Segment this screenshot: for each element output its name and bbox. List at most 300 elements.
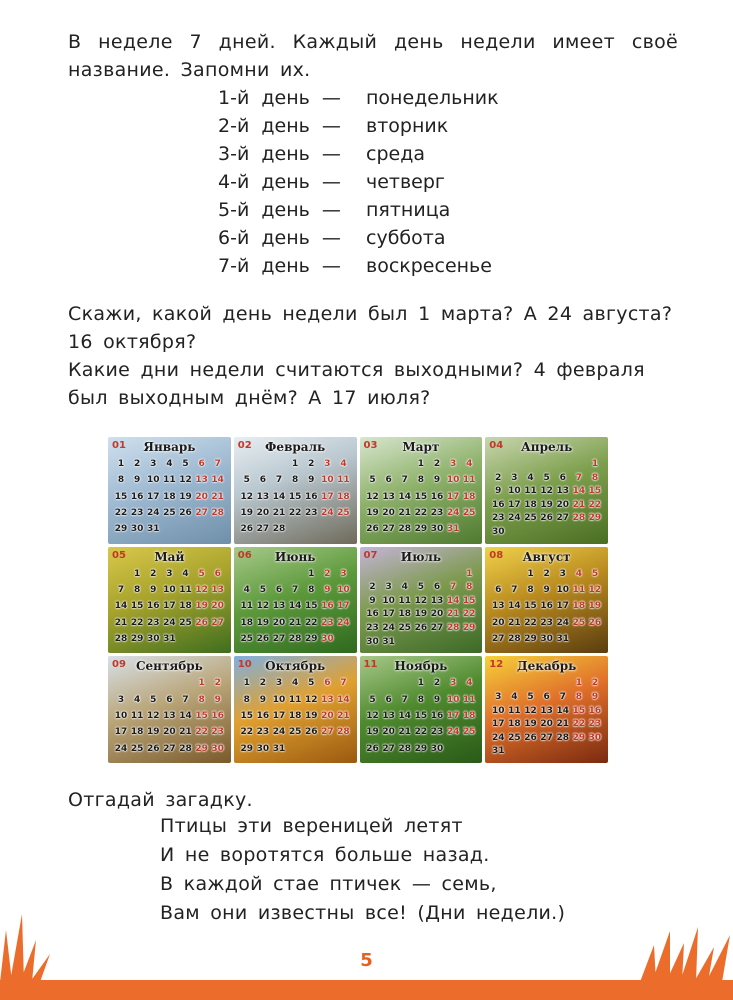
calendar-day: 20	[321, 710, 334, 721]
calendar-day: 22	[462, 609, 476, 620]
calendar-day: 14	[572, 486, 586, 497]
calendar-day: 19	[195, 601, 208, 612]
calendar-day: 2	[150, 568, 157, 579]
month-name: Ноябрь	[394, 659, 448, 674]
calendar-day: 20	[195, 491, 208, 502]
calendar-day: 23	[492, 513, 505, 524]
calendar-day: 11	[130, 710, 144, 721]
month-name: Декабрь	[516, 659, 577, 674]
weekday-name: среда	[366, 143, 425, 165]
month-days	[113, 569, 226, 651]
calendar-day: 18	[524, 499, 537, 510]
calendar-day: 15	[414, 491, 428, 502]
calendar-day: 9	[591, 691, 599, 702]
calendar-day: 28	[272, 524, 286, 535]
calendar-day: 5	[591, 568, 599, 579]
month-number: 07	[363, 549, 378, 561]
weekday-row	[218, 196, 499, 224]
calendar-day: 23	[540, 617, 553, 628]
calendar-day: 16	[430, 710, 444, 721]
calendar-day: 9	[369, 595, 376, 606]
weekday-ordinal: 1-й день —	[218, 87, 341, 109]
weekday-row	[218, 252, 499, 280]
weekday-ordinal: 4-й день —	[218, 171, 341, 193]
month-calendar	[485, 437, 608, 544]
calendar-day: 24	[382, 623, 395, 634]
calendar-day: 21	[446, 609, 460, 620]
calendar-day: 3	[449, 678, 457, 689]
calendar-day: 26	[146, 743, 160, 754]
weekday-row	[218, 84, 499, 112]
calendar-day: 13	[272, 601, 286, 612]
calendar-day: 30	[492, 527, 505, 538]
calendar-day: 3	[559, 568, 566, 579]
month-calendar	[360, 547, 483, 654]
calendar-day: 28	[179, 743, 192, 754]
calendar-day: 11	[163, 475, 176, 486]
calendar-day: 10	[446, 475, 460, 486]
calendar-day: 17	[382, 609, 395, 620]
calendar-day: 25	[572, 617, 586, 628]
calendar-day: 16	[430, 491, 444, 502]
riddle-line: Вам они известны все! (Дни недели.)	[160, 902, 566, 924]
calendar-day: 30	[211, 743, 224, 754]
calendar-day: 15	[524, 601, 537, 612]
calendar-day: 21	[398, 507, 412, 518]
calendar-day: 21	[572, 499, 586, 510]
calendar-day: 21	[508, 617, 521, 628]
calendar-day: 11	[572, 584, 586, 595]
calendar-day: 21	[211, 491, 224, 502]
calendar-day: 18	[163, 491, 176, 502]
calendar-day: 29	[588, 513, 602, 524]
calendar-day: 8	[308, 584, 315, 595]
calendar-day: 6	[214, 568, 221, 579]
calendar-day: 13	[211, 584, 224, 595]
calendar-day: 26	[414, 623, 428, 634]
calendar-day: 4	[401, 582, 408, 593]
calendar-day: 2	[591, 678, 599, 689]
calendar-day: 14	[508, 601, 521, 612]
calendar-day: 27	[195, 507, 208, 518]
calendar-day: 11	[240, 601, 254, 612]
calendar-day: 22	[572, 719, 586, 730]
calendar-day: 13	[256, 491, 270, 502]
calendar-day: 25	[130, 743, 144, 754]
calendar-day: 2	[259, 678, 267, 689]
calendar-day: 31	[146, 524, 160, 535]
calendar-day: 7	[511, 584, 518, 595]
calendar-day: 17	[492, 719, 505, 730]
calendar-day: 12	[179, 475, 192, 486]
calendar-day: 23	[130, 507, 144, 518]
calendar-day: 28	[556, 732, 569, 743]
month-days	[490, 459, 603, 541]
calendar-day: 10	[114, 710, 128, 721]
calendar-day: 16	[540, 601, 553, 612]
calendar-day: 4	[340, 459, 347, 469]
calendar-day: 16	[492, 499, 505, 510]
calendar-day: 27	[256, 524, 270, 535]
calendar-day: 1	[291, 459, 299, 469]
calendar-day: 12	[195, 584, 208, 595]
calendar-day: 24	[492, 732, 505, 743]
month-days	[365, 459, 478, 541]
calendar-day: 26	[588, 617, 602, 628]
month-days	[239, 678, 352, 760]
calendar-day: 5	[369, 694, 376, 705]
month-number: 02	[237, 440, 252, 451]
month-number: 01	[112, 440, 126, 451]
month-calendar	[108, 547, 231, 654]
calendar-day: 6	[259, 475, 267, 486]
calendar-day: 18	[179, 601, 192, 612]
calendar-day: 16	[211, 710, 224, 721]
calendar-day: 27	[321, 727, 334, 738]
calendar-day: 3	[324, 459, 331, 469]
calendar-day: 20	[256, 507, 270, 518]
calendar-day: 12	[540, 486, 553, 497]
calendar-day: 21	[398, 727, 412, 738]
calendar-day: 9	[495, 486, 502, 497]
calendar-day: 14	[179, 710, 192, 721]
weekday-row	[218, 112, 499, 140]
calendar-day: 12	[588, 584, 602, 595]
calendar-day: 15	[288, 491, 302, 502]
calendar-day: 23	[588, 719, 602, 730]
calendar-day: 16	[366, 609, 379, 620]
calendar-day: 22	[588, 499, 602, 510]
calendar-day: 5	[182, 459, 189, 469]
calendar-day: 7	[340, 678, 347, 689]
month-calendar	[485, 547, 608, 654]
calendar-day: 19	[240, 507, 254, 518]
calendar-day: 26	[366, 524, 379, 535]
calendar-day: 24	[508, 513, 521, 524]
month-days	[490, 569, 603, 651]
month-calendar	[234, 656, 357, 763]
calendar-day: 12	[414, 595, 428, 606]
calendar-day: 16	[130, 491, 144, 502]
calendar-day: 29	[240, 743, 254, 754]
calendar-day: 24	[114, 743, 128, 754]
calendar-day: 11	[288, 694, 302, 705]
calendar-day: 11	[462, 475, 476, 486]
calendar-day: 7	[182, 694, 189, 705]
month-number: 08	[489, 549, 504, 561]
calendar-day: 27	[211, 617, 224, 628]
calendar-day: 22	[114, 507, 128, 518]
calendar-day: 18	[462, 710, 476, 721]
calendar-day: 30	[588, 732, 602, 743]
calendar-day: 1	[198, 678, 205, 689]
calendar-day: 17	[446, 710, 460, 721]
weekday-ordinal: 7-й день —	[218, 255, 341, 277]
calendar-day: 14	[211, 475, 224, 486]
calendar-day: 8	[466, 582, 473, 593]
calendar-day: 20	[272, 617, 286, 628]
calendar-day: 4	[466, 678, 473, 689]
calendar-day: 28	[508, 633, 521, 644]
calendar-day: 8	[243, 694, 250, 705]
calendar-day: 28	[337, 727, 350, 738]
month-name: Сентябрь	[135, 659, 203, 674]
calendar-day: 25	[163, 507, 176, 518]
calendar-day: 1	[591, 459, 599, 469]
calendar-day: 9	[214, 694, 221, 705]
calendar-day: 17	[114, 727, 128, 738]
month-calendar	[234, 547, 357, 654]
calendar-day: 11	[179, 584, 192, 595]
calendar-day: 7	[117, 584, 125, 595]
calendar-day: 14	[398, 710, 412, 721]
calendar-day: 27	[272, 633, 286, 644]
calendar-day: 11	[508, 705, 521, 716]
calendar-day: 14	[272, 491, 286, 502]
calendar-day: 31	[556, 633, 569, 644]
calendar-day: 17	[146, 491, 160, 502]
calendar-day: 13	[430, 595, 444, 606]
calendar-day: 31	[446, 524, 460, 535]
calendar-day: 7	[575, 472, 582, 483]
calendar-day: 9	[543, 584, 550, 595]
calendar-day: 1	[117, 459, 125, 469]
calendar-day: 29	[304, 633, 318, 644]
calendar-day: 3	[385, 582, 392, 593]
calendar-day: 29	[572, 732, 586, 743]
calendar-day: 24	[446, 727, 460, 738]
calendar-day: 19	[304, 710, 318, 721]
calendar-day: 25	[398, 623, 412, 634]
calendar-day: 23	[430, 507, 444, 518]
calendar-day: 2	[433, 678, 441, 689]
riddle-poem	[160, 812, 565, 928]
calendar-day: 15	[240, 710, 254, 721]
calendar-day: 7	[449, 582, 457, 593]
calendar-day: 15	[195, 710, 208, 721]
weekday-ordinal: 6-й день —	[218, 227, 341, 249]
calendar-day: 27	[163, 743, 176, 754]
weekday-ordinal: 2-й день —	[218, 115, 341, 137]
calendar-day: 10	[163, 584, 176, 595]
calendar-day: 16	[256, 710, 270, 721]
calendar-day: 7	[275, 475, 283, 486]
calendar-day: 20	[540, 719, 553, 730]
calendar-day: 2	[324, 568, 331, 579]
calendar-day: 31	[492, 746, 505, 757]
calendar-day: 9	[308, 475, 315, 486]
calendar-day: 30	[430, 743, 444, 754]
calendar-day: 19	[179, 491, 192, 502]
calendar-day: 3	[340, 568, 347, 579]
calendar-day: 1	[527, 568, 534, 579]
calendar-day: 23	[256, 727, 270, 738]
calendar-day: 29	[414, 524, 428, 535]
calendar-day: 18	[288, 710, 302, 721]
weekday-name: четверг	[366, 171, 445, 193]
calendar-day: 26	[304, 727, 318, 738]
calendar-day: 16	[304, 491, 318, 502]
month-calendar	[485, 656, 608, 763]
calendar-day: 9	[259, 694, 267, 705]
calendar-day: 31	[272, 743, 286, 754]
calendar-day: 3	[117, 694, 125, 705]
calendar-day: 21	[288, 617, 302, 628]
calendar-day: 26	[240, 524, 254, 535]
calendar-day: 20	[492, 617, 505, 628]
calendar-day: 4	[511, 691, 518, 702]
calendar-day: 30	[256, 743, 270, 754]
calendar-day: 10	[146, 475, 160, 486]
calendar-day: 3	[275, 678, 283, 689]
riddle-title: Отгадай загадку.	[68, 789, 253, 811]
weekday-row	[218, 168, 499, 196]
question-1: Скажи, какой день недели был 1 марта? А 24 августа? 16 октября?	[68, 303, 673, 353]
month-calendar	[108, 656, 231, 763]
calendar-day: 25	[462, 507, 476, 518]
calendar-day: 21	[272, 507, 286, 518]
calendar-day: 29	[524, 633, 537, 644]
calendar-day: 31	[163, 633, 176, 644]
month-calendar	[108, 437, 231, 544]
calendar-day: 22	[288, 507, 302, 518]
calendar-day: 13	[556, 486, 569, 497]
month-number: 09	[112, 659, 126, 671]
calendar-day: 26	[524, 732, 537, 743]
month-days	[239, 569, 352, 651]
calendar-day: 29	[130, 633, 144, 644]
calendar-day: 8	[134, 584, 141, 595]
calendar-day: 8	[417, 694, 424, 705]
calendar-day: 19	[366, 507, 379, 518]
calendar-day: 21	[179, 727, 192, 738]
calendar-day: 4	[527, 472, 534, 483]
calendar-day: 5	[527, 691, 534, 702]
calendar-day: 28	[572, 513, 586, 524]
calendar-day: 24	[321, 507, 334, 518]
calendar-day: 27	[382, 524, 395, 535]
calendar-day: 13	[382, 491, 395, 502]
calendar-day: 18	[337, 491, 350, 502]
calendar-day: 6	[385, 694, 392, 705]
calendar-day: 5	[417, 582, 424, 593]
calendar-day: 15	[304, 601, 318, 612]
calendar-day: 1	[417, 678, 424, 689]
calendar-day: 9	[433, 694, 441, 705]
calendar-day: 22	[240, 727, 254, 738]
calendar-day: 2	[369, 582, 376, 593]
calendar-day: 13	[195, 475, 208, 486]
month-number: 03	[363, 440, 378, 451]
calendar-day: 8	[198, 694, 205, 705]
calendar-day: 4	[243, 584, 250, 595]
calendar-day: 13	[321, 694, 334, 705]
calendar-day: 17	[337, 601, 350, 612]
calendar-day: 6	[495, 584, 502, 595]
month-name: Март	[402, 440, 440, 454]
calendar-day: 17	[163, 601, 176, 612]
calendar-day: 15	[462, 595, 476, 606]
month-days	[490, 678, 603, 760]
calendar-day: 14	[398, 491, 412, 502]
calendar-day: 15	[572, 705, 586, 716]
calendar-day: 1	[243, 678, 250, 689]
calendar-day: 10	[321, 475, 334, 486]
calendar-day: 7	[401, 475, 408, 486]
calendar-day: 25	[462, 727, 476, 738]
calendar-day: 18	[462, 491, 476, 502]
calendar-day: 4	[291, 678, 299, 689]
calendar-day: 24	[446, 507, 460, 518]
calendar-day: 9	[324, 584, 331, 595]
calendar-day: 11	[524, 486, 537, 497]
calendar-day: 30	[366, 636, 379, 647]
calendar-day: 8	[575, 691, 582, 702]
calendar-day: 22	[304, 617, 318, 628]
calendar-day: 27	[430, 623, 444, 634]
calendar-day: 26	[256, 633, 270, 644]
calendar-day: 30	[321, 633, 334, 644]
calendar-day: 23	[366, 623, 379, 634]
calendar-day: 25	[524, 513, 537, 524]
intro-text: В неделе 7 дней. Каждый день недели имеет своё название. Запомни их.	[68, 31, 678, 81]
calendar-day: 12	[366, 491, 379, 502]
calendar-day: 16	[588, 705, 602, 716]
calendar-day: 17	[321, 491, 334, 502]
calendar-day: 18	[240, 617, 254, 628]
calendar-day: 12	[240, 491, 254, 502]
month-days	[239, 459, 352, 541]
calendar-day: 16	[321, 601, 334, 612]
calendar-day: 13	[540, 705, 553, 716]
calendar-day: 28	[398, 743, 412, 754]
calendar-day: 30	[130, 524, 144, 535]
calendar-day: 13	[492, 601, 505, 612]
calendar-day: 10	[337, 584, 350, 595]
calendar-day: 23	[304, 507, 318, 518]
month-calendar	[360, 656, 483, 763]
calendar-day: 26	[540, 513, 553, 524]
calendar-day: 22	[524, 617, 537, 628]
calendar-day: 20	[211, 601, 224, 612]
calendar-day: 29	[195, 743, 208, 754]
calendar-day: 4	[182, 568, 189, 579]
month-number: 12	[489, 659, 504, 671]
calendar-day: 10	[272, 694, 286, 705]
calendar-day: 15	[130, 601, 144, 612]
month-number: 06	[237, 549, 252, 561]
calendar-day: 17	[508, 499, 521, 510]
month-name: Октябрь	[265, 659, 326, 674]
footer-bar	[0, 980, 733, 1000]
calendar-day: 2	[495, 472, 502, 483]
calendar-day: 6	[166, 694, 173, 705]
calendar-day: 6	[324, 678, 331, 689]
calendar-day: 28	[446, 623, 460, 634]
month-days	[365, 569, 478, 651]
calendar-day: 19	[414, 609, 428, 620]
calendar-day: 27	[556, 513, 569, 524]
calendar-day: 15	[114, 491, 128, 502]
calendar-day: 25	[288, 727, 302, 738]
calendar-day: 19	[256, 617, 270, 628]
calendar-day: 20	[556, 499, 569, 510]
calendar-day: 8	[417, 475, 424, 486]
calendar-day: 5	[150, 694, 157, 705]
calendar-day: 26	[366, 743, 379, 754]
calendar-day: 3	[495, 691, 502, 702]
calendar-day: 11	[337, 475, 350, 486]
